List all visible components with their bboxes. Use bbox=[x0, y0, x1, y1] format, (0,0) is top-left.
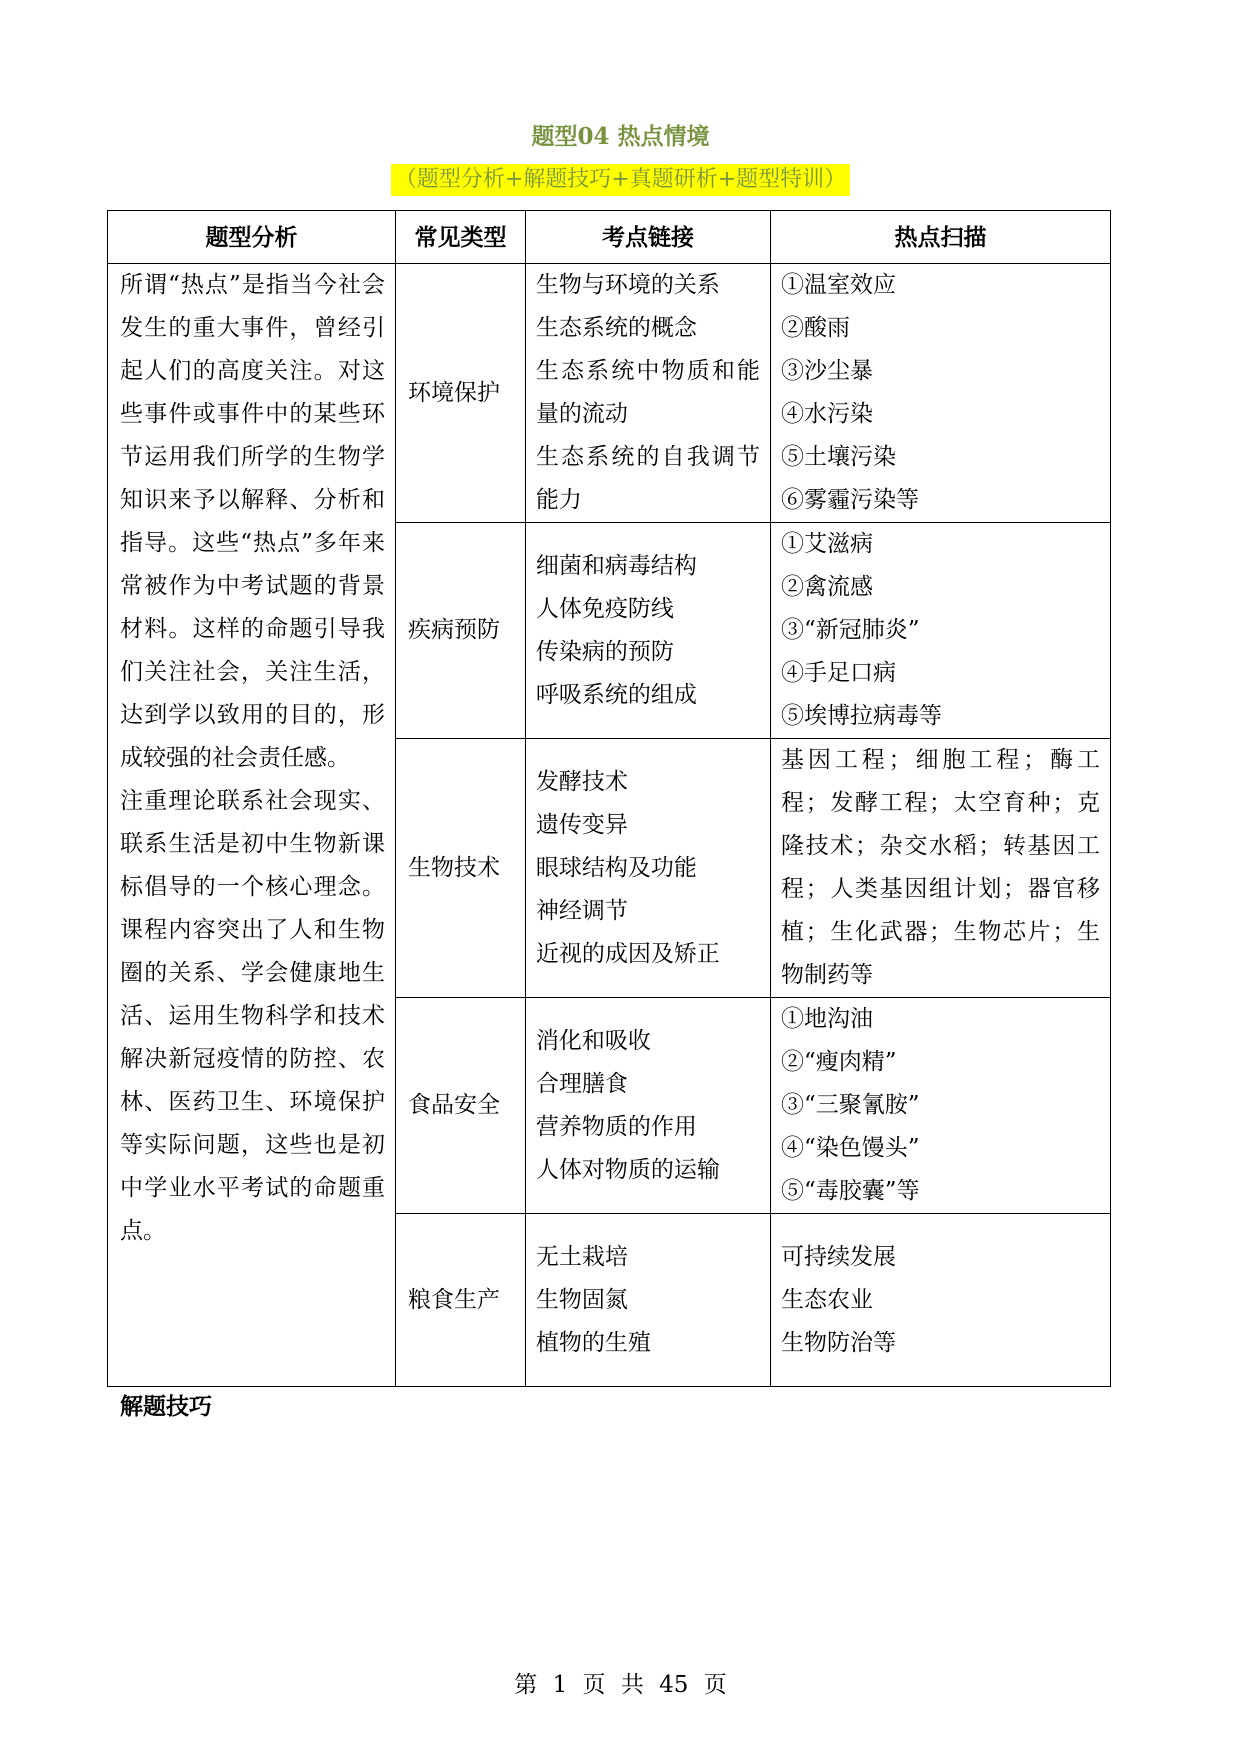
points-cell bbox=[525, 998, 770, 1214]
points-cell bbox=[525, 1214, 770, 1387]
header-analysis: 题型分析 bbox=[108, 211, 396, 264]
analysis-paragraph-2: 注重理论联系社会现实、联系生活是初中生物新课标倡导的一个核心理念。课程内容突出了人和生物圈的关系、学会健康地生活、运用生物科学和技术解决新冠疫情的防控、农林、医药卫生、环境保护等实际问题，这些也是初中学业水平考试的命题重点。 bbox=[120, 788, 386, 1244]
point-item: 合理膳食 bbox=[535, 1070, 628, 1097]
point-item: 呼吸系统的组成 bbox=[535, 681, 697, 708]
point-item: 神经调节 bbox=[535, 897, 628, 924]
hot-item: ⑤埃博拉病毒等 bbox=[781, 703, 942, 729]
type-cell: 生物技术 bbox=[396, 739, 526, 998]
topic-table bbox=[107, 210, 1111, 1387]
point-item: 生物与环境的关系 bbox=[535, 272, 720, 298]
hot-item: ④“染色馒头” bbox=[781, 1135, 920, 1161]
subtitle-highlighted: （题型分析+解题技巧+真题研析+题型特训） bbox=[391, 164, 850, 196]
hot-item: ③沙尘暴 bbox=[781, 358, 873, 384]
header-hot: 热点扫描 bbox=[771, 211, 1111, 264]
type-cell: 食品安全 bbox=[396, 998, 526, 1214]
hot-item: ⑥雾霾污染等 bbox=[781, 487, 919, 513]
hot-item: 生物防治等 bbox=[781, 1329, 896, 1356]
point-item: 生物固氮 bbox=[535, 1286, 628, 1313]
point-item: 无土栽培 bbox=[535, 1243, 628, 1270]
point-item: 生态系统中物质和能量的流动 bbox=[535, 358, 760, 427]
table-row bbox=[108, 264, 1111, 523]
header-points: 考点链接 bbox=[525, 211, 770, 264]
point-item: 传染病的预防 bbox=[535, 638, 674, 665]
hot-item: ④手足口病 bbox=[781, 660, 896, 686]
point-item: 人体免疫防线 bbox=[535, 595, 674, 622]
point-item: 细菌和病毒结构 bbox=[535, 552, 697, 579]
hot-cell bbox=[771, 523, 1111, 739]
point-item: 植物的生殖 bbox=[535, 1329, 651, 1356]
page-title: 题型04 热点情境 bbox=[531, 123, 710, 150]
point-item: 发酵技术 bbox=[535, 768, 628, 795]
section-heading: 解题技巧 bbox=[120, 1393, 212, 1420]
points-cell bbox=[525, 739, 770, 998]
point-item: 人体对物质的运输 bbox=[535, 1156, 720, 1183]
type-cell: 环境保护 bbox=[396, 264, 526, 523]
analysis-cell bbox=[108, 264, 396, 1387]
hot-cell bbox=[771, 264, 1111, 523]
hot-item: ②禽流感 bbox=[781, 574, 873, 600]
point-item: 近视的成因及矫正 bbox=[535, 940, 720, 967]
point-item: 生态系统的自我调节能力 bbox=[535, 444, 760, 513]
header-type: 常见类型 bbox=[396, 211, 526, 264]
analysis-paragraph-1: 所谓“热点”是指当今社会发生的重大事件，曾经引起人们的高度关注。对这些事件或事件中的某些环节运用我们所学的生物学知识来予以解释、分析和指导。这些“热点”多年来常被作为中考试题的背景材料。这样的命题引导我们关注社会，关注生活，达到学以致用的目的，形成较强的社会责任感。 bbox=[120, 272, 386, 771]
hot-cell bbox=[771, 998, 1111, 1214]
hot-item: ①艾滋病 bbox=[781, 531, 873, 557]
hot-cell bbox=[771, 1214, 1111, 1387]
hot-item: ②“瘦肉精” bbox=[781, 1049, 897, 1075]
hot-item: ⑤“毒胶囊”等 bbox=[781, 1178, 920, 1204]
hot-item: ③“三聚氰胺” bbox=[781, 1092, 920, 1118]
type-cell: 粮食生产 bbox=[396, 1214, 526, 1387]
page-footer: 第 1 页 共 45 页 bbox=[514, 1672, 727, 1698]
points-cell bbox=[525, 523, 770, 739]
hot-item: ①地沟油 bbox=[781, 1006, 873, 1032]
hot-item: ③“新冠肺炎” bbox=[781, 617, 920, 643]
type-cell: 疾病预防 bbox=[396, 523, 526, 739]
subtitle-wrap bbox=[0, 164, 1241, 196]
hot-item: 生态农业 bbox=[781, 1286, 873, 1313]
hot-cell bbox=[771, 739, 1111, 998]
hot-item: 可持续发展 bbox=[781, 1243, 896, 1270]
hot-item: ⑤土壤污染 bbox=[781, 444, 896, 470]
points-cell bbox=[525, 264, 770, 523]
hot-paragraph: 基因工程；细胞工程；酶工程；发酵工程；太空育种；克隆技术；杂交水稻；转基因工程；人类基因组计划；器官移植；生化武器；生物芯片；生物制药等 bbox=[781, 747, 1100, 988]
point-item: 遗传变异 bbox=[535, 811, 628, 838]
point-item: 生态系统的概念 bbox=[535, 315, 697, 341]
hot-item: ①温室效应 bbox=[781, 272, 896, 298]
point-item: 营养物质的作用 bbox=[535, 1113, 697, 1140]
point-item: 眼球结构及功能 bbox=[535, 854, 697, 881]
point-item: 消化和吸收 bbox=[535, 1027, 651, 1054]
hot-item: ④水污染 bbox=[781, 401, 873, 427]
table-header-row bbox=[108, 211, 1111, 264]
hot-item: ②酸雨 bbox=[781, 315, 850, 341]
